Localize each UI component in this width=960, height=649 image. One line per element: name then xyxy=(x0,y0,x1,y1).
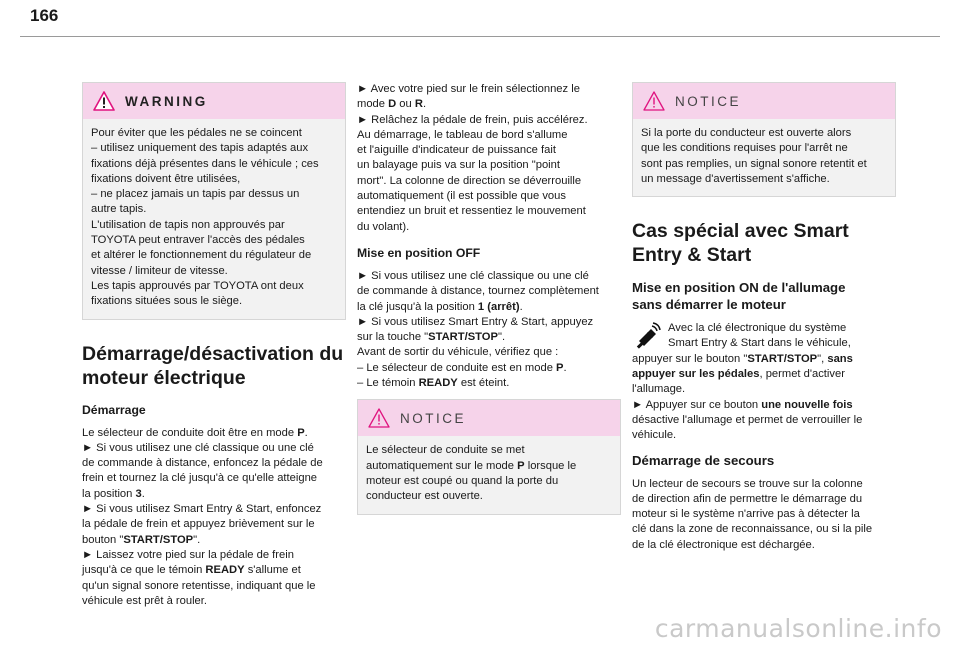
warning-triangle-icon xyxy=(93,91,115,111)
notice-title: NOTICE xyxy=(400,410,467,426)
column-1 xyxy=(82,82,346,609)
warning-line: Les tapis approuvés par TOYOTA ont deux xyxy=(91,279,304,292)
emergency-start-text: Un lecteur de secours se trouve sur la colonne de direction afin de permettre le démarrage du moteur si le système n'arrive pas à détecter la clé dans la zone de reconnaissance, ou si la pile de la clé électronique est déchargée. xyxy=(632,477,873,551)
notice-box-header xyxy=(633,83,895,119)
notice-box-selector xyxy=(357,399,621,514)
notice-box-header xyxy=(358,400,620,436)
section-title-smart-entry: Cas spécial avec Smart Entry & Start xyxy=(632,220,849,267)
page-number: 166 xyxy=(30,6,59,25)
notice-body: Si la porte du conducteur est ouverte alors que les conditions requises pour l'arrêt ne sont pas remplies, un signal sonore retentit et un message d'avertissement s'affiche. xyxy=(641,127,867,185)
warning-line: fixations doivent être utilisées, xyxy=(91,172,241,185)
subheading-on-position: Mise en position ON de l'allumage sans démarrer le moteur xyxy=(632,280,846,313)
warning-body xyxy=(83,119,345,319)
subheading-emergency-start: Démarrage de secours xyxy=(632,452,775,468)
smart-key-icon xyxy=(632,321,662,351)
notice-title: NOTICE xyxy=(675,93,742,109)
warning-line: fixations déjà présentes dans le véhicule ; ces xyxy=(91,157,319,170)
warning-line: fixations situées sous le siège. xyxy=(91,295,243,308)
top-rule xyxy=(20,36,940,37)
warning-box-header xyxy=(83,83,345,119)
warning-line: – ne placez jamais un tapis par dessus un xyxy=(91,188,300,201)
drive-text: ► Avec votre pied sur le frein sélectionnez le mode D ou R. ► Relâchez la pédale de frein, puis accélérez. Au démarrage, le tableau de bord s'allume et l'aiguille d'indicateur de puissance fait un balayage puis va sur la position "point mort". La colonne de direction se déverrouille automatiquement (il est possible que vous entendiez un bruit et ressentiez le mouvement du volant). xyxy=(357,83,588,233)
column-2 xyxy=(357,82,621,537)
column-3 xyxy=(632,82,896,553)
subheading-off: Mise en position OFF xyxy=(357,245,481,260)
off-text: ► Si vous utilisez une clé classique ou une clé de commande à distance, tournez complètement la clé jusqu'à la position 1 (arrêt). ► Si vous utilisez Smart Entry & Start, appuyez sur la touche "START/STOP". Avant de sortir du véhicule, vérifiez que : – Le sélecteur de conduite est en mode P. – Le témoin READY est éteint. xyxy=(357,269,599,390)
warning-line: autre tapis. xyxy=(91,203,147,216)
notice-triangle-icon xyxy=(643,91,665,111)
notice-box-door xyxy=(632,82,896,197)
warning-line: L'utilisation de tapis non approuvés par xyxy=(91,218,285,231)
watermark: carmanualsonline.info xyxy=(654,614,942,643)
demarrage-text: Le sélecteur de conduite doit être en mode P. ► Si vous utilisez une clé classique ou une clé de commande à distance, enfoncez la pédale de frein et tournez la clé jusqu'à ce qu'elle atteigne la position 3. ► Si vous utilisez Smart Entry & Start, enfoncez la pédale de frein et appuyez brièvement sur le bouton "START/STOP". ► Laissez votre pied sur la pédale de frein jusqu'à ce que le témoin READY s'allume et qu'un signal sonore retentisse, indiquant que le véhicule est prêt à rouler. xyxy=(82,426,323,607)
subheading-demarrage: Démarrage xyxy=(82,402,146,417)
warning-title: WARNING xyxy=(125,93,208,109)
warning-box xyxy=(82,82,346,320)
section-title-demarrage: Démarrage/désactivation du moteur électrique xyxy=(82,342,344,389)
warning-line: et altérer le fonctionnement du régulateur de xyxy=(91,249,312,262)
notice-triangle-icon xyxy=(368,408,390,428)
warning-line: – utilisez uniquement des tapis adaptés aux xyxy=(91,142,309,155)
notice-body: Le sélecteur de conduite se met automatiquement sur le mode P lorsque le moteur est coupé ou quand la porte du conducteur est ouverte. xyxy=(366,444,577,503)
on-position-text: Avec la clé électronique du système Smart Entry & Start dans le véhicule, appuyer sur le bouton "START/STOP", sans appuyer sur les pédales, permet d'activer l'allumage. ► Appuyer sur ce bouton une nouvelle fois désactive l'allumage et permet de verrouiller le véhicule. xyxy=(632,322,863,442)
warning-line: Pour éviter que les pédales ne se coincent xyxy=(91,127,302,139)
warning-line: TOYOTA peut entraver l'accès des pédales xyxy=(91,234,305,247)
warning-line: vitesse / limiteur de vitesse. xyxy=(91,264,228,277)
